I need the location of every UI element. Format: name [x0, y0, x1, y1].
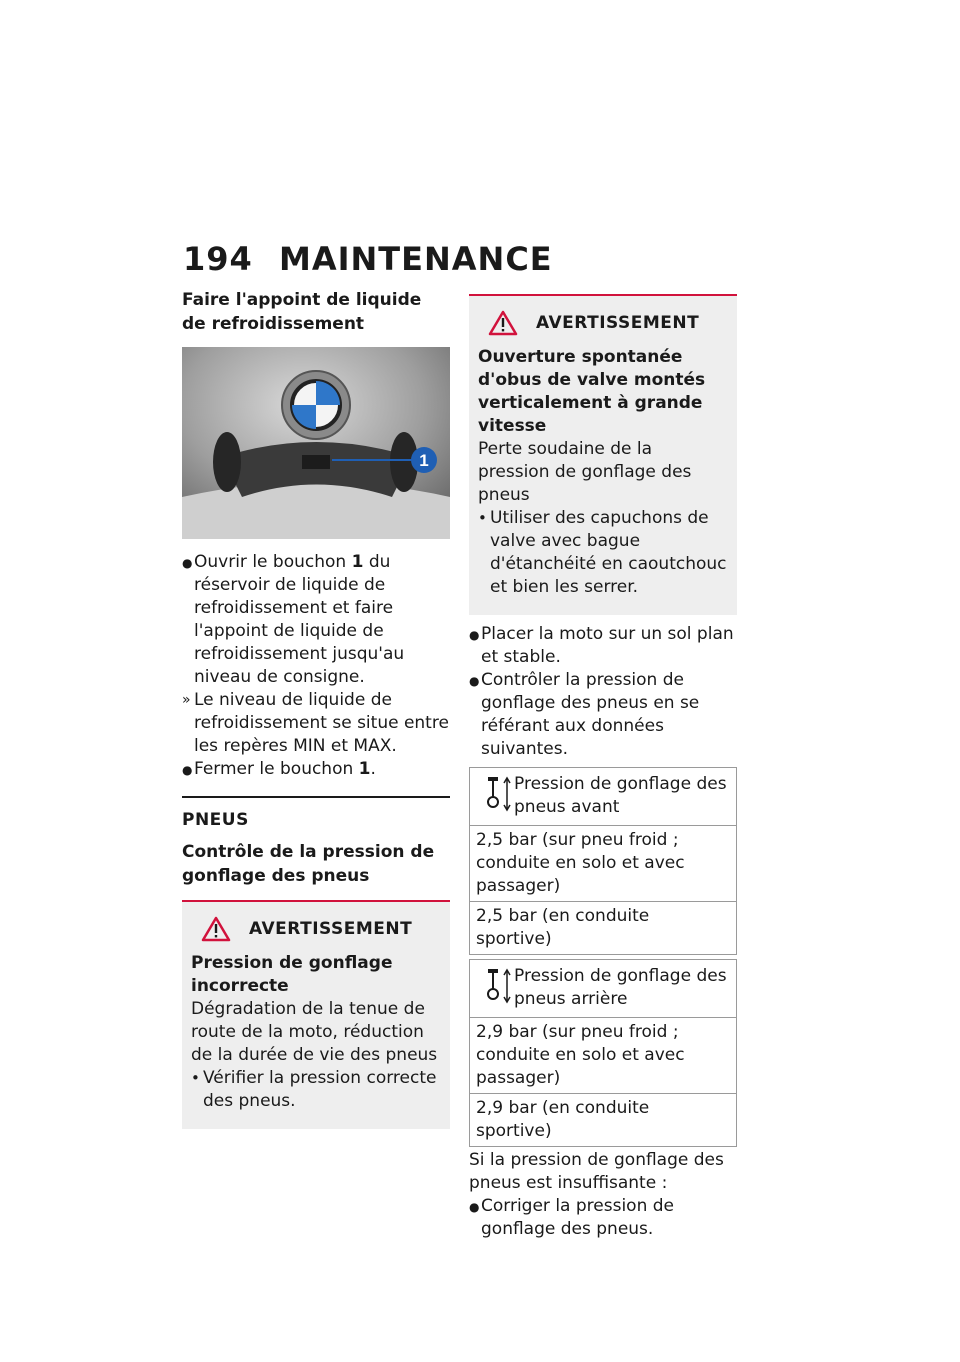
warning-title: AVERTISSEMENT — [249, 919, 413, 939]
list-item: ● Fermer le bouchon 1. — [182, 758, 450, 781]
table-heading: Pression de gonflage des pneus avant — [514, 774, 727, 817]
rear-pressure-table — [469, 959, 737, 1147]
tyre-pressure-icon — [476, 965, 514, 1005]
list-item: ● Placer la moto sur un sol plan et stable. — [469, 624, 734, 667]
bullet-icon: • — [478, 509, 487, 527]
table-header — [470, 768, 736, 825]
warning-header — [191, 916, 441, 942]
table-header — [470, 960, 736, 1017]
table-row: 2,5 bar (sur pneu froid ; conduite en solo et avec passager) — [470, 825, 736, 901]
bullet-icon: ● — [469, 628, 480, 642]
warning-box — [182, 900, 450, 1129]
chapter-title: MAINTENANCE — [279, 240, 553, 278]
bullet-icon: ● — [469, 1200, 480, 1214]
result-arrow-icon: » — [182, 692, 191, 708]
right-column — [469, 294, 737, 1241]
warning-header — [478, 310, 728, 336]
warning-subject: Ouverture spontanée d'obus de valve montés verticalement à grande vitesse — [478, 347, 706, 436]
warning-title: AVERTISSEMENT — [536, 313, 700, 333]
warning-triangle-icon — [201, 916, 231, 942]
list-item: ● Corriger la pression de gonflage des pneus. — [469, 1196, 674, 1239]
table-row: 2,9 bar (en conduite sportive) — [470, 1093, 736, 1146]
bullet-icon: ● — [182, 763, 193, 777]
front-pressure-table — [469, 767, 737, 955]
table-row: 2,5 bar (en conduite sportive) — [470, 901, 736, 954]
bullet-icon: ● — [182, 556, 193, 570]
tyre-pressure-icon — [476, 773, 514, 813]
section-divider — [182, 796, 450, 798]
table-row: 2,9 bar (sur pneu froid ; conduite en solo et avec passager) — [470, 1017, 736, 1093]
warning-consequence: Perte soudaine de la pression de gonflage des pneus — [478, 439, 692, 505]
bullet-icon: ● — [469, 674, 480, 688]
warning-consequence: Dégradation de la tenue de route de la moto, réduction de la durée de vie des pneus — [191, 999, 438, 1065]
list-item: • Vérifier la pression correcte des pneus. — [191, 1068, 437, 1111]
tyre-title: Contrôle de la pression de gonflage des pneus — [182, 842, 435, 886]
warning-subject: Pression de gonflage incorrecte — [191, 953, 393, 996]
coolant-title: Faire l'appoint de liquide de refroidissement — [182, 290, 422, 334]
section-title: PNEUS — [182, 810, 249, 830]
list-item: • Utiliser des capuchons de valve avec bague d'étanchéité en caoutchouc et bien les serrer. — [478, 508, 727, 597]
page-header — [183, 240, 553, 278]
insufficient-text: Si la pression de gonflage des pneus est insuffisante : — [469, 1150, 724, 1193]
bullet-icon: • — [191, 1069, 200, 1087]
table-heading: Pression de gonflage des pneus arrière — [514, 966, 727, 1009]
page-number: 194 — [183, 240, 253, 278]
photo-callout-1: 1 — [419, 451, 429, 470]
left-column — [182, 288, 450, 1129]
warning-box — [469, 294, 737, 615]
list-item: » Le niveau de liquide de refroidissement se situe entre les repères MIN et MAX. — [182, 690, 449, 756]
warning-triangle-icon — [488, 310, 518, 336]
list-item: ● Contrôler la pression de gonflage des pneus en se référant aux données suivantes. — [469, 670, 700, 759]
list-item: ● Ouvrir le bouchon 1 du réservoir de liquide de refroidissement et faire l'appoint de liquide de refroidissement jusqu'au niveau de consigne. — [182, 552, 405, 687]
coolant-reservoir-photo — [182, 347, 450, 539]
